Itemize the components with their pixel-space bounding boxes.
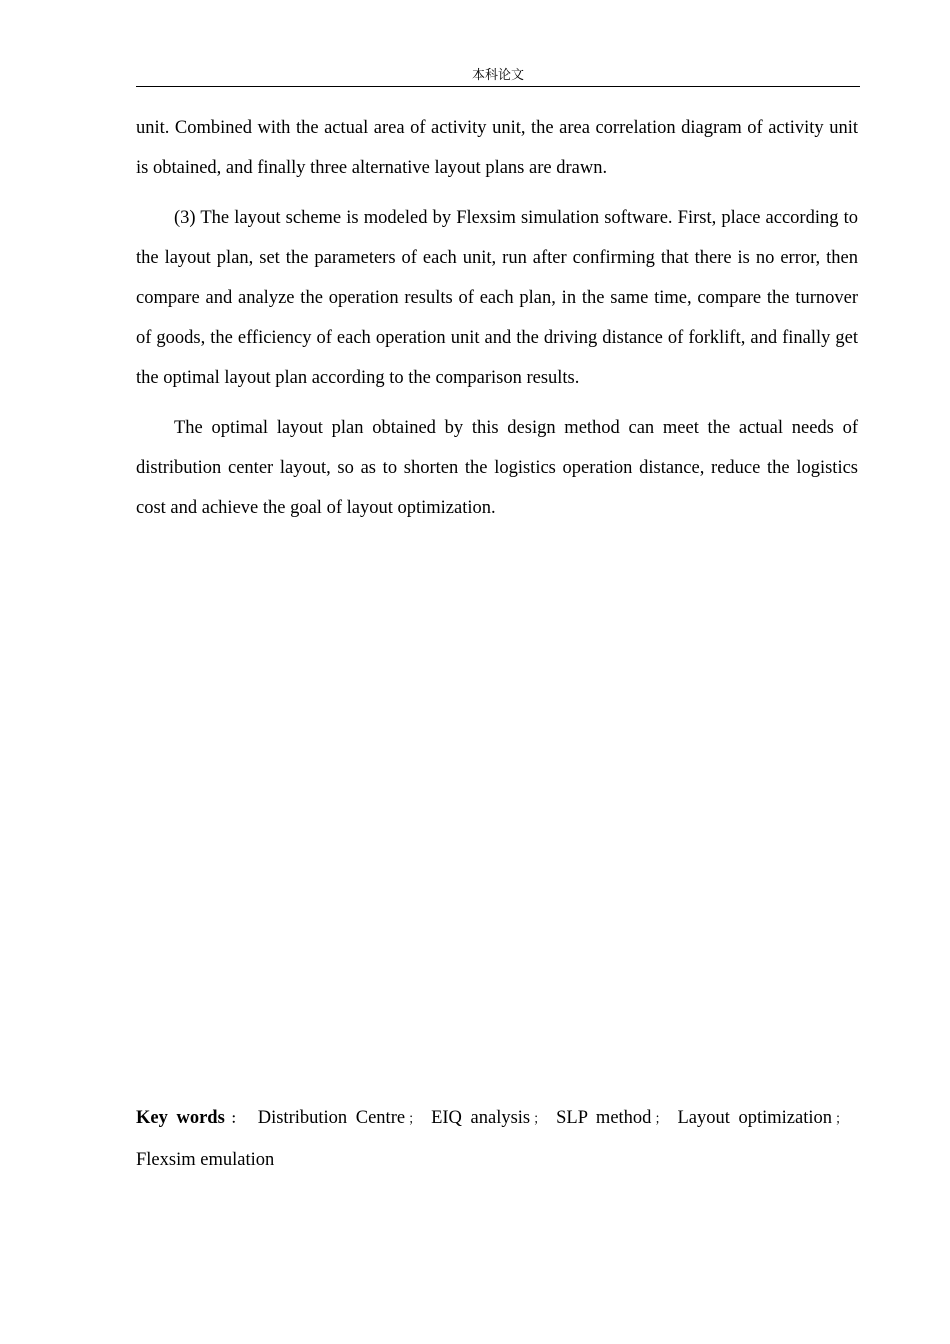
keyword-item: SLP method bbox=[556, 1108, 652, 1128]
keyword-separator: ； bbox=[408, 1112, 422, 1127]
paragraph-flexsim-modeling: (3) The layout scheme is modeled by Flexsim simulation software. First, place according to the layout plan, set the parameters of each unit, run after confirming that there is no error, then compare and analyze the operation results of each plan, in the same time, compare the turnover of goods, the efficiency of each operation unit and the driving distance of forklift, and finally get the optimal layout plan according to the comparison results. bbox=[136, 208, 858, 388]
keywords-label: Key words bbox=[136, 1108, 225, 1128]
keyword-separator: ； bbox=[654, 1112, 668, 1127]
paragraph-conclusion: The optimal layout plan obtained by this design method can meet the actual needs of distribution center layout, so as to shorten the logistics operation distance, reduce the logistics cost and achieve the goal of layout optimization. bbox=[136, 418, 858, 518]
header-title: 本科论文 bbox=[471, 68, 524, 83]
keyword-item: Distribution Centre bbox=[257, 1108, 406, 1128]
keyword-separator: ； bbox=[834, 1112, 848, 1127]
keyword-item: Flexsim emulation bbox=[136, 1150, 275, 1170]
keyword-item: Layout optimization bbox=[677, 1108, 832, 1128]
page-header bbox=[136, 66, 860, 87]
keyword-item: EIQ analysis bbox=[431, 1108, 531, 1128]
keyword-separator: ； bbox=[533, 1112, 547, 1127]
abstract-body bbox=[136, 108, 858, 538]
paragraph-continuation: unit. Combined with the actual area of activity unit, the area correlation diagram of activity unit is obtained, and finally three alternative layout plans are drawn. bbox=[136, 118, 858, 178]
keywords-label-separator: ： bbox=[226, 1112, 248, 1127]
keywords-section bbox=[136, 1098, 858, 1180]
